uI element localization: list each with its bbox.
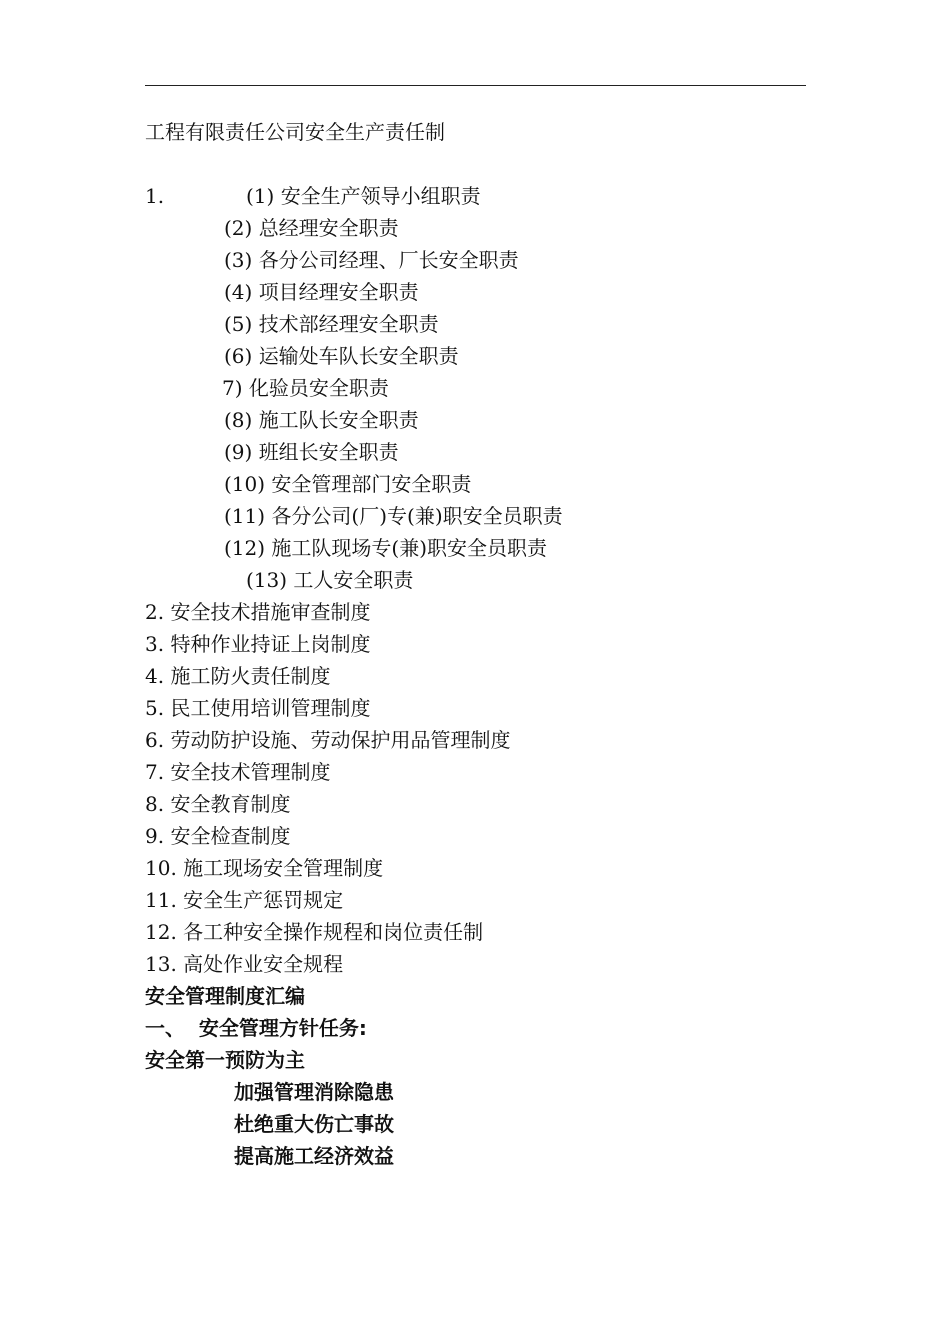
list-item: 2. 安全技术措施审查制度: [145, 600, 371, 624]
compilation-heading: 安全管理制度汇编: [145, 984, 305, 1008]
policy-line: 提高施工经济效益: [234, 1144, 394, 1168]
sub-item: (8) 施工队长安全职责: [224, 408, 419, 432]
policy-line: 杜绝重大伤亡事故: [234, 1112, 394, 1136]
sub-item: (13) 工人安全职责: [246, 568, 414, 592]
sub-item: (12) 施工队现场专(兼)职安全员职责: [224, 536, 548, 560]
list-item: 10. 施工现场安全管理制度: [145, 856, 384, 880]
policy-line: 安全第一预防为主: [145, 1048, 305, 1072]
sub-item: (11) 各分公司(厂)专(兼)职安全员职责: [224, 504, 563, 528]
sub-item: (5) 技术部经理安全职责: [224, 312, 439, 336]
list-item: 9. 安全检查制度: [145, 824, 291, 848]
sub-item: 7) 化验员安全职责: [222, 376, 389, 400]
list-item: 8. 安全教育制度: [145, 792, 291, 816]
list-item: 3. 特种作业持证上岗制度: [145, 632, 371, 656]
item-number: 1.: [145, 184, 165, 208]
document-title: 工程有限责任公司安全生产责任制: [145, 120, 445, 144]
list-item: 4. 施工防火责任制度: [145, 664, 331, 688]
list-item: 6. 劳动防护设施、劳动保护用品管理制度: [145, 728, 511, 752]
policy-line: 加强管理消除隐患: [234, 1080, 394, 1104]
sub-item: (3) 各分公司经理、厂长安全职责: [224, 248, 519, 272]
list-item: 7. 安全技术管理制度: [145, 760, 331, 784]
sub-item: (1) 安全生产领导小组职责: [246, 184, 481, 208]
list-item: 12. 各工种安全操作规程和岗位责任制: [145, 920, 484, 944]
section-heading: 一、 安全管理方针任务:: [145, 1016, 367, 1040]
sub-item: (4) 项目经理安全职责: [224, 280, 419, 304]
sub-item: (6) 运输处车队长安全职责: [224, 344, 459, 368]
sub-item: (9) 班组长安全职责: [224, 440, 399, 464]
header-rule: [145, 85, 806, 86]
list-item: 13. 高处作业安全规程: [145, 952, 344, 976]
sub-item: (10) 安全管理部门安全职责: [224, 472, 472, 496]
list-item: 11. 安全生产惩罚规定: [145, 888, 344, 912]
list-item: 5. 民工使用培训管理制度: [145, 696, 371, 720]
sub-item: (2) 总经理安全职责: [224, 216, 399, 240]
